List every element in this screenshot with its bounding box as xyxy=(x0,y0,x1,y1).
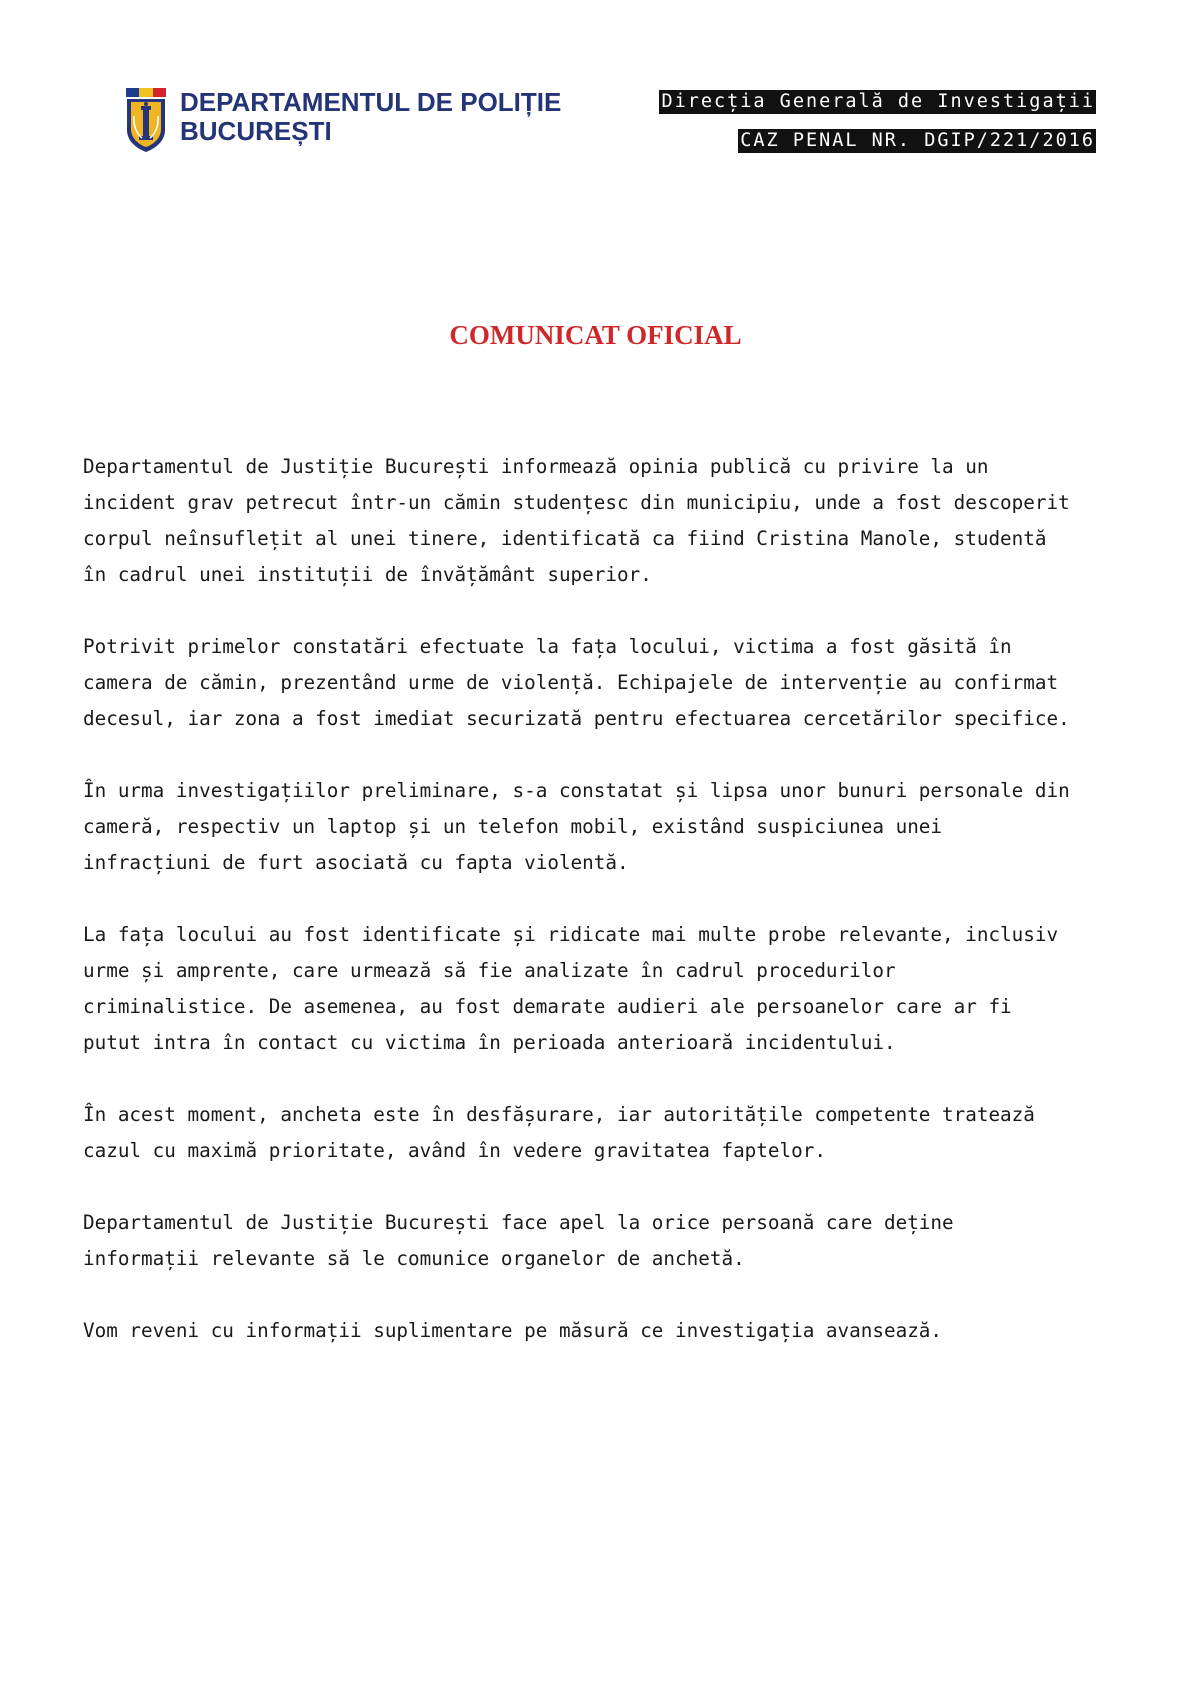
paragraph xyxy=(83,1205,1123,1277)
paragraph-line: Potrivit primelor constatări efectuate la fața locului, victima a fost găsită în xyxy=(83,635,1012,658)
paragraph-line: incident grav petrecut într-un cămin studențesc din municipiu, unde a fost descoperit xyxy=(83,491,1070,514)
case-number-label: CAZ PENAL NR. DGIP/221/2016 xyxy=(740,130,1095,151)
paragraph-line: urme și amprente, care urmează să fie analizate în cadrul procedurilor xyxy=(83,959,896,982)
paragraph-line: putut intra în contact cu victima în perioada anterioară incidentului. xyxy=(83,1031,896,1054)
paragraph xyxy=(83,917,1123,1061)
paragraph-line: decesul, iar zona a fost imediat securizată pentru efectuarea cercetărilor specifice. xyxy=(83,707,1070,730)
paragraph-line: infracțiuni de furt asociată cu fapta violentă. xyxy=(83,851,629,874)
paragraph-line: corpul neînsuflețit al unei tinere, identificată ca fiind Cristina Manole, studentă xyxy=(83,527,1047,550)
document-title: COMUNICAT OFICIAL xyxy=(449,320,742,350)
paragraph-line: criminalistice. De asemenea, au fost demarate audieri ale persoanelor care ar fi xyxy=(83,995,1012,1018)
paragraph xyxy=(83,773,1123,881)
paragraph-line: cazul cu maximă prioritate, având în vedere gravitatea faptelor. xyxy=(83,1139,826,1162)
paragraph-line: în cadrul unei instituții de învățământ superior. xyxy=(83,563,652,586)
police-crest-icon xyxy=(124,86,168,154)
directorate-label: Direcția Generală de Investigații xyxy=(661,91,1095,112)
department-name xyxy=(180,88,561,146)
paragraph xyxy=(83,629,1123,737)
paragraph-line: La fața locului au fost identificate și ridicate mai multe probe relevante, inclusiv xyxy=(83,923,1059,946)
header-brand xyxy=(124,86,561,154)
department-name-line2: BUCUREȘTI xyxy=(180,116,332,146)
department-name-line1: DEPARTAMENTUL DE POLIȚIE xyxy=(180,87,562,117)
paragraph-line: Departamentul de Justiție București informează opinia publică cu privire la un xyxy=(83,455,989,478)
paragraph-line: În acest moment, ancheta este în desfășurare, iar autoritățile competente tratează xyxy=(83,1103,1035,1126)
document-body xyxy=(83,449,1123,1385)
paragraph xyxy=(83,449,1123,593)
paragraph xyxy=(83,1097,1123,1169)
paragraph-line: Departamentul de Justiție București face apel la orice persoană care deține xyxy=(83,1211,954,1234)
paragraph-line: informații relevante să le comunice organelor de anchetă. xyxy=(83,1247,745,1270)
paragraph xyxy=(83,1313,1123,1349)
paragraph-line: Vom reveni cu informații suplimentare pe măsură ce investigația avansează. xyxy=(83,1319,943,1342)
paragraph-line: cameră, respectiv un laptop și un telefon mobil, existând suspiciunea unei xyxy=(83,815,943,838)
paragraph-line: camera de cămin, prezentând urme de violență. Echipajele de intervenție au confirmat xyxy=(83,671,1059,694)
paragraph-line: În urma investigațiilor preliminare, s-a constatat și lipsa unor bunuri personale din xyxy=(83,779,1070,802)
